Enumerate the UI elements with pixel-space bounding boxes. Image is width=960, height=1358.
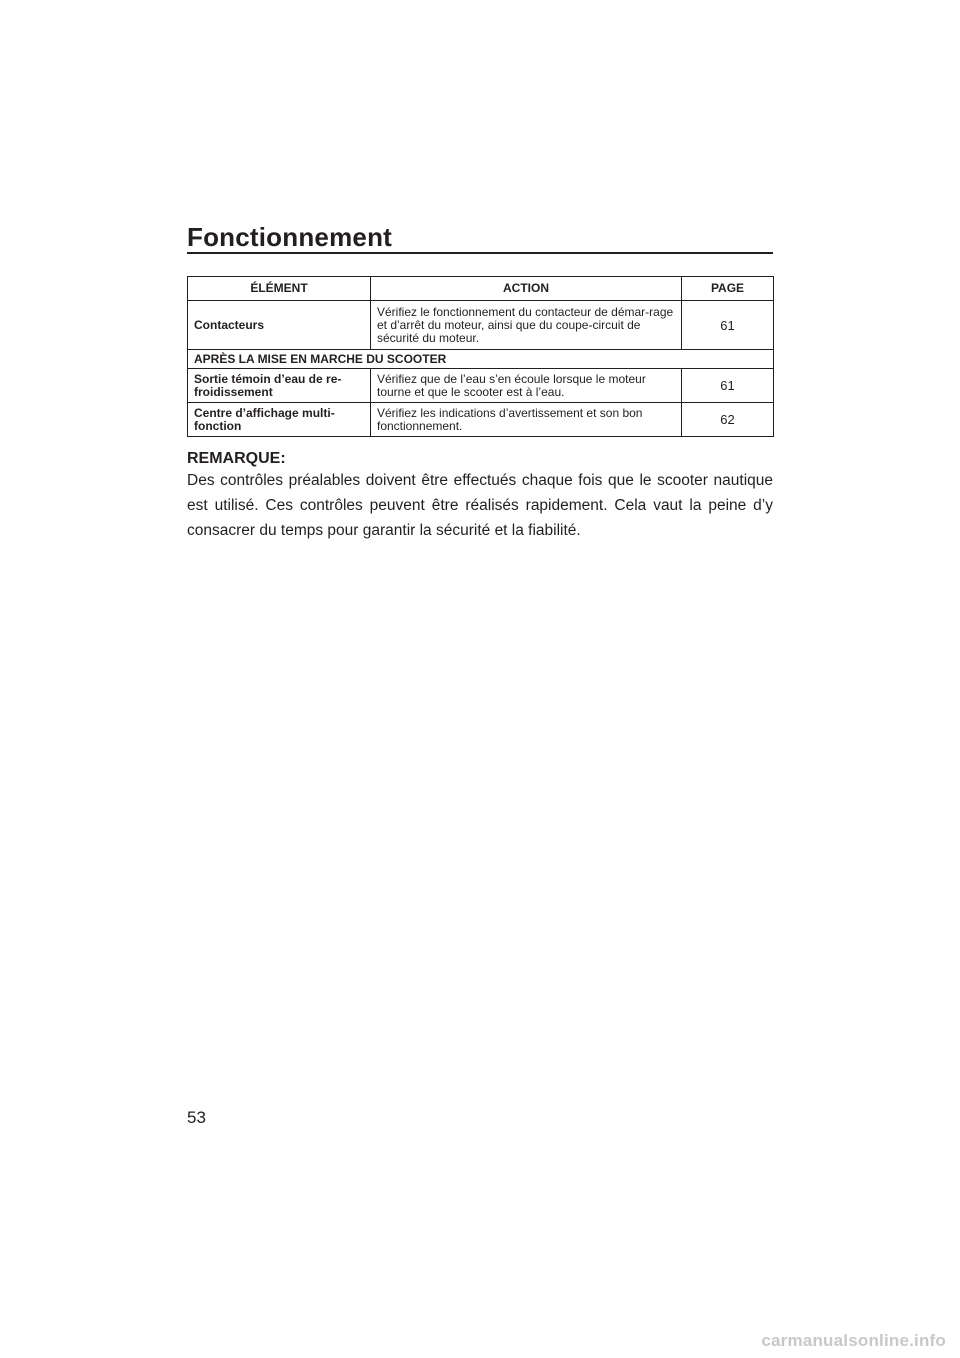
table-section-row (188, 350, 774, 369)
table-header-row (188, 277, 774, 301)
row-page-ref: 61 (682, 369, 774, 403)
column-header-action: ACTION (371, 277, 682, 301)
column-header-page: PAGE (682, 277, 774, 301)
row-page-ref: 62 (682, 403, 774, 437)
note-body: Des contrôles préalables doivent être effectués chaque fois que le scooter nautique est utilisé. Ces contrôles peuvent être réalisés rapidement. Cela vaut la peine d’y consacrer du temps pour garantir la sécurité et la fiabilité. (187, 472, 773, 539)
watermark-text: carmanualsonline.info (761, 1331, 946, 1350)
table-row (188, 301, 774, 350)
row-action: Vérifiez le fonctionnement du contacteur de démar-rage et d’arrêt du moteur, ainsi que du coupe-circuit de sécurité du moteur. (371, 301, 682, 350)
title-rule (187, 252, 773, 254)
pre-operation-check-table (187, 276, 774, 437)
row-element: Contacteurs (188, 301, 371, 350)
row-action: Vérifiez que de l’eau s’en écoule lorsque le moteur tourne et que le scooter est à l’eau. (371, 369, 682, 403)
row-element: Sortie témoin d’eau de re-froidissement (188, 369, 371, 403)
note-heading: REMARQUE: (187, 450, 286, 467)
section-title: Fonctionnement (187, 222, 393, 252)
row-action: Vérifiez les indications d’avertissement et son bon fonctionnement. (371, 403, 682, 437)
table-row (188, 369, 774, 403)
row-element: Centre d’affichage multi-fonction (188, 403, 371, 437)
column-header-element: ÉLÉMENT (188, 277, 371, 301)
section-label: APRÈS LA MISE EN MARCHE DU SCOOTER (188, 350, 774, 369)
page-number: 53 (187, 1108, 206, 1127)
row-page-ref: 61 (682, 301, 774, 350)
table-row (188, 403, 774, 437)
